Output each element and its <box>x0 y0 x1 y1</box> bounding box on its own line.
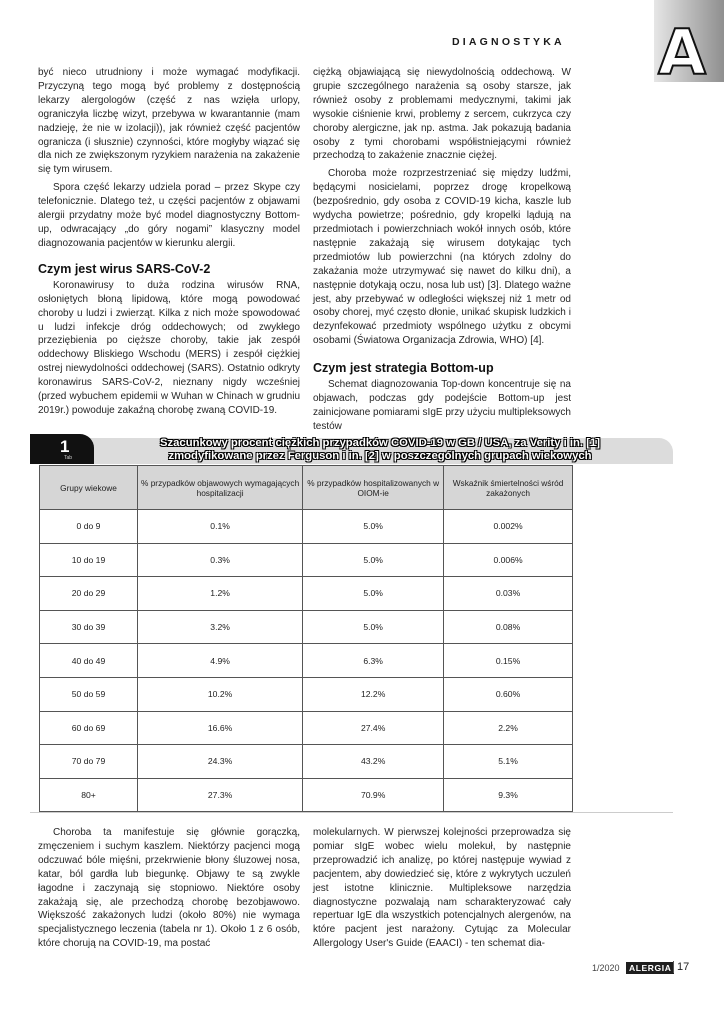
table-cell: 43.2% <box>303 745 444 779</box>
paragraph: Spora część lekarzy udziela porad – przez Skype czy telefonicznie. Dlatego też, u części pacjentów z objawami alergii przydatny może być model diagnostyczny Bottom-up, odwracający „do góry nogami” klasyczny model diagnozowania pacjentów w kierunku alergii. <box>38 182 300 249</box>
section-heading: Czym jest strategia Bottom-up <box>313 361 494 376</box>
table-cell: 0.002% <box>444 510 573 544</box>
table-number: 1 <box>60 437 70 456</box>
column-header: % przypadków hospitalizowanych w OIOM-ie <box>303 466 444 510</box>
table-cell: 5.1% <box>444 745 573 779</box>
table-cell: 60 do 69 <box>40 711 138 745</box>
table-cell: 16.6% <box>138 711 303 745</box>
section-heading: Czym jest wirus SARS-CoV-2 <box>38 261 211 276</box>
table-row <box>40 543 573 577</box>
table-title-line: zmodyfikowane przez Ferguson i in. [2] w poszczególnych grupach wiekowych <box>168 450 592 462</box>
table-cell: 70 do 79 <box>40 745 138 779</box>
table-cell: 5.0% <box>303 543 444 577</box>
table-cell: 50 do 59 <box>40 677 138 711</box>
table-cell: 5.0% <box>303 510 444 544</box>
table-cell: 1.2% <box>138 577 303 611</box>
table-cell: 5.0% <box>303 610 444 644</box>
table-cell: 10.2% <box>138 677 303 711</box>
paragraph: Koronawirusy to duża rodzina wirusów RNA, osłoniętych błoną lipidową, które mogą powodować choroby u ludzi i zwierząt. Kilka z nich może spowodować u ludzi infekcje dróg oddechowych; od zwykłego przeziębienia po cięższe choroby, takie jak zespół oddechowy Bliskiego Wschodu (MERS) i zespół ciężkiej ostrej niewydolności oddechowej (SARS). Ostatnio odkryty koronawirus SARS-CoV-2, nieznany nigdy wcześniej (przed wybuchem epidemii w Wuhan w Chinach w grudniu 2019r.) powoduje zakaźną chorobę zwaną COVID-19. <box>38 279 300 416</box>
table-cell: 0.1% <box>138 510 303 544</box>
table-cell: 27.4% <box>303 711 444 745</box>
journal-brand: ALERGIA <box>626 962 674 974</box>
table-cell: 0.006% <box>444 543 573 577</box>
table-badge-label: Tab <box>64 455 73 461</box>
table-cell: 6.3% <box>303 644 444 678</box>
table-cell: 40 do 49 <box>40 644 138 678</box>
table-cell: 0.60% <box>444 677 573 711</box>
table-row <box>40 577 573 611</box>
table-cell: 27.3% <box>138 778 303 812</box>
column-header: % przypadków objawowych wymagających hospitalizacji <box>138 466 303 510</box>
logo-letter: A <box>658 16 706 89</box>
left-column-bottom <box>38 826 300 951</box>
table-cell: 20 do 29 <box>40 577 138 611</box>
table-cell: 0.3% <box>138 543 303 577</box>
paragraph: molekularnych. W pierwszej kolejności przeprowadza się pomiar sIgE wobec wielu molekuł, by następnie przeprowadzić ich analizę, po której następuje wywiad z pacjentem, aby dowiedzieć się, które z wykrytych uczuleń jest istotne klinicznie. Multipleksowe narzędzia diagnostyczne pozwalają nam scharakteryzować cały repertuar IgE dla wszystkich potencjalnych alergenów, na które pacjent jest narażony. Cytując za Molecular Allergology User's Guide (EAACI) - ten schemat dia- <box>313 827 571 950</box>
table-cell: 0.15% <box>444 644 573 678</box>
table-cell: 5.0% <box>303 577 444 611</box>
paragraph: Choroba ta manifestuje się głównie gorączką, zmęczeniem i suchym kaszlem. Niektórzy pacjenci mogą odczuwać bóle mięśni, przekrwienie błony śluzowej nosa, katar, ból gardła lub biegunkę. Objawy te są zwykle łagodne i zaczynają się stopniowo. Niektóre osoby zakażają się, ale przechodzą chorobę bezobjawowo. Większość zakażonych ludzi (około 80%) nie wymaga specjalistycznego leczenia (tabela nr 1). Około 1 z 6 osób, które chorują na COVID-19, ma postać <box>38 827 300 950</box>
table-header-row <box>40 466 573 510</box>
left-column-top <box>38 66 300 418</box>
table-cell: 80+ <box>40 778 138 812</box>
table-title <box>100 437 660 463</box>
table-row <box>40 610 573 644</box>
paragraph: Schemat diagnozowania Top-down koncentruje się na objawach, podczas gdy podejście Bottom-up jest zainicjowane pomiarami sIgE przy użyciu multipleksowych testów <box>313 379 571 432</box>
issue-number: 1/2020 <box>592 963 620 973</box>
table-row <box>40 711 573 745</box>
column-header: Grupy wiekowe <box>40 466 138 510</box>
table-cell: 24.3% <box>138 745 303 779</box>
table-row <box>40 745 573 779</box>
table-row <box>40 778 573 812</box>
table-row <box>40 510 573 544</box>
table-cell: 9.3% <box>444 778 573 812</box>
table-badge <box>30 434 94 464</box>
table-bottom-divider <box>30 812 673 813</box>
table-cell: 70.9% <box>303 778 444 812</box>
table-row <box>40 677 573 711</box>
right-column-bottom <box>313 826 571 951</box>
table-cell: 30 do 39 <box>40 610 138 644</box>
data-table <box>39 465 573 812</box>
table-cell: 12.2% <box>303 677 444 711</box>
page-number: 17 <box>673 961 689 973</box>
table-cell: 10 do 19 <box>40 543 138 577</box>
column-header: Wskaźnik śmiertelności wśród zakażonych <box>444 466 573 510</box>
right-column-top <box>313 66 571 434</box>
table-title-line: Szacunkowy procent ciężkich przypadków COVID-19 w GB / USA, za Verity i in. [1] <box>159 437 601 449</box>
paragraph: ciężką objawiającą się niewydolnością oddechową. W grupie szczególnego narażenia są osoby starsze, jak również osoby z problemami medycznymi, takimi jak wysokie ciśnienie krwi, problemy z sercem, cukrzyca czy choroby alergiczne, jak np. astma. Jak pokazują badania osoby z tymi chorobami współistniejącymi również przechodzą to zakażenie znacznie ciężej. <box>313 67 571 162</box>
table-row <box>40 644 573 678</box>
table-cell: 0 do 9 <box>40 510 138 544</box>
table-cell: 0.08% <box>444 610 573 644</box>
table-cell: 2.2% <box>444 711 573 745</box>
journal-logo <box>654 0 724 89</box>
table-cell: 0.03% <box>444 577 573 611</box>
table-cell: 3.2% <box>138 610 303 644</box>
paragraph: Choroba może rozprzestrzeniać się między ludźmi, będącymi nosicielami, poprzez drogę kropelkową (bezpośrednio, gdy osoba z COVID-19 kicha, kaszle lub wydycha powietrze; pośrednio, gdy kropelki lądują na przedmiotach i powierzchniach wokół innych osób, które następnie zakażają się wirusem dotykając tych przedmiotów lub powierzchni (na których zdolny do zakażania może utrzymywać się nawet do kilku dni), a następnie dotykają oczu, nosa lub ust) [3]. Dlatego ważne jest, aby przebywać w odległości większej niż 1 metr od osoby chorej, myć często dłonie, unikać skupisk ludzkich i dezynfekować przedmioty wspólnego użytku z obcymi osobami (Światowa Organizacja Zdrowia, WHO) [4]. <box>313 168 571 347</box>
paragraph: być nieco utrudniony i może wymagać modyfikacji. Przyczyną tego mogą być problemy z dostępnością lekarzy alergologów (część z nas wzięła urlopy, ograniczyła liczbę wizyt, przebywa w kwarantannie (mam nadzieję, że nie w izolacji)), jak również część pacjentów ogranicza (i słusznie) czynności, które mogłyby wiązać się dla nich ze zwiększonym ryzykiem narażenia na zakażenie się tym wirusem. <box>38 67 300 176</box>
table-cell: 4.9% <box>138 644 303 678</box>
section-title: DIAGNOSTYKA <box>452 36 565 48</box>
